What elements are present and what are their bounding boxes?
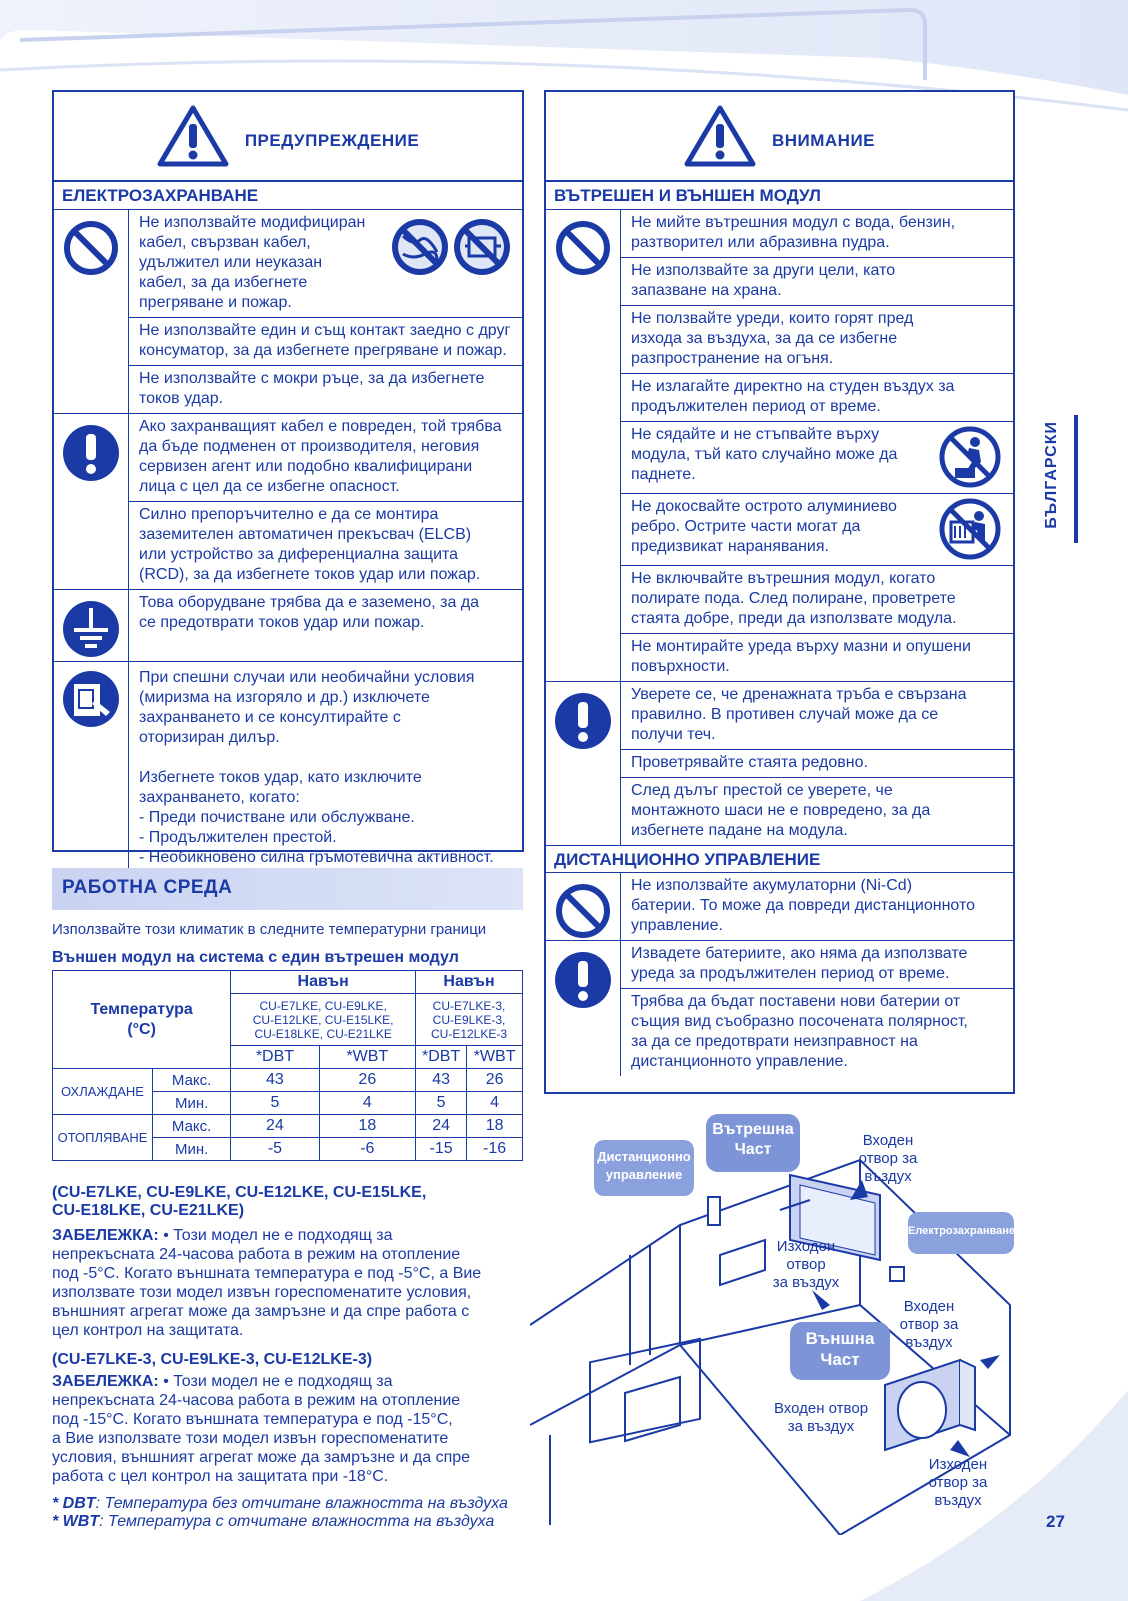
air-inlet-label-1: Входен отвор за въздух <box>858 1132 918 1185</box>
model-list-b: CU-E7LKE-3, CU-E9LKE-3, CU-E12LKE-3 <box>416 994 523 1046</box>
table-cell: -6 <box>319 1138 415 1161</box>
switch-off-icon <box>62 670 120 728</box>
caution-item: Проветрявайте стаята редовно. <box>621 750 1013 778</box>
caution-item: Не мийте вътрешния модул с вода, бензин, разтворител или абразивна пудра. <box>621 210 1013 258</box>
switch-off-icon-cell <box>54 662 129 872</box>
operating-environment-heading: РАБОТНА СРЕДА <box>62 877 233 898</box>
warning-box <box>52 90 524 866</box>
models-note-1: (CU-E7LKE, CU-E9LKE, CU-E12LKE, CU-E15LKE, CU-E18LKE, CU-E21LKE) <box>52 1184 427 1219</box>
remote-group-prohibited <box>546 873 1013 941</box>
power-bubble <box>908 1212 1014 1254</box>
model-list-a: CU-E7LKE, CU-E9LKE, CU-E12LKE, CU-E15LKE, CU-E18LKE, CU-E21LKE <box>231 994 416 1046</box>
table-cell: -16 <box>467 1138 523 1161</box>
note-2-label: ЗАБЕЛЕЖКА: <box>52 1373 159 1390</box>
caution-item: Уверете се, че дренажната тръба е свързана правилно. В противен случай може да се получи теч. <box>621 682 1013 750</box>
note-2-text: • Този модел не е подходящ за непрекъсната 24-часова работа в режим на отопление под -15°C. Когато външната температура е под -15°C, а Вие използвате този модел извън гореспоменатите условия, външният агрегат може да замръзне и да спре работа с цел контрол на защитата при -18°C. <box>52 1373 471 1485</box>
caution-item: Не използвайте за други цели, като запазване на храна. <box>621 258 1013 306</box>
warning-header <box>54 92 522 182</box>
cooling-label: ОХЛАЖДАНЕ <box>53 1069 153 1115</box>
power-label: Електрозахранване <box>908 1225 1016 1237</box>
power-supply-subheading: ЕЛЕКТРОЗАХРАНВАНЕ <box>54 182 522 210</box>
language-tab <box>1033 415 1078 543</box>
indoor-outdoor-subheading: ВЪТРЕШЕН И ВЪНШЕН МОДУЛ <box>546 182 1013 210</box>
mandatory-icon-cell <box>54 414 129 589</box>
caution-triangle-icon <box>684 104 756 168</box>
dbt-header: *DBT <box>231 1046 319 1069</box>
warning-group-ground <box>54 590 522 662</box>
note-1 <box>52 1226 532 1340</box>
max-label: Макс. <box>153 1069 231 1092</box>
caution-item: Не докосвайте острото алуминиево ребро. Острите части могат да предизвикат наранявания. <box>621 494 1013 566</box>
table-cell: -15 <box>416 1138 467 1161</box>
warning-group-mandatory <box>54 414 522 590</box>
no-damaged-cable-icon <box>389 216 513 278</box>
ground-icon-cell <box>54 590 129 661</box>
caution-item: Не използвайте акумулаторни (Ni-Cd) батерии. То може да повреди дистанционното управление. <box>631 876 976 934</box>
table-cell: 5 <box>416 1092 467 1115</box>
table-cell: 18 <box>467 1115 523 1138</box>
table-cell: 4 <box>467 1092 523 1115</box>
warning-item: Не използвайте модифициран кабел, свързван кабел, удължител или неуказан кабел, за да избегнете прегряване и пожар. <box>129 210 522 318</box>
ground-icon <box>62 600 120 658</box>
table-cell: 24 <box>231 1115 319 1138</box>
mandatory-icon <box>554 951 612 1009</box>
temp-label-cell: Температура (°C) <box>53 971 231 1069</box>
caution-item: Не включвайте вътрешния модул, когато полирате пода. След полиране, проветрете стаята добре, преди да използвате модула. <box>621 566 1013 634</box>
note-2 <box>52 1372 532 1486</box>
air-inlet-label-3: Входен отвор за въздух <box>773 1400 869 1435</box>
min-label: Мин. <box>153 1138 231 1161</box>
caution-box <box>544 90 1015 1094</box>
wbt-key: * WBT <box>52 1513 100 1530</box>
min-label: Мин. <box>153 1092 231 1115</box>
env-intro: Използвайте този климатик в следните температурни граници <box>52 921 487 938</box>
warning-item: Ако захранващият кабел е повреден, той трябва да бъде подменен от производителя, неговия сервизен агент или подобно квалифицирани лица с цел да се избегне опасност. <box>129 414 522 502</box>
wbt-footnote <box>52 1512 494 1531</box>
warning-group-switch-off <box>54 662 522 872</box>
wbt-desc: : Температура с отчитане влажността на въздуха <box>99 1513 495 1530</box>
outdoor-unit-drawing <box>885 1360 975 1450</box>
air-outlet-label-2: Изходен отвор за въздух <box>928 1456 988 1509</box>
prohibition-icon-cell <box>54 210 129 413</box>
wbt-header: *WBT <box>467 1046 523 1069</box>
models-note-2: (CU-E7LKE-3, CU-E9LKE-3, CU-E12LKE-3) <box>52 1351 373 1368</box>
caution-item: Не монтирайте уреда върху мазни и опушени повърхности. <box>631 638 971 675</box>
dbt-key: * DBT <box>52 1495 96 1512</box>
warning-item: При спешни случаи или необичайни условия (миризма на изгоряло и др.) изключете захранването и се консултирайте с оторизиран дилър. Избегнете токов удар, като изключите захранването, когато: - Преди почистване или обслужване. - Продължителен престой. - Необикновено силна гръмотевична активност. <box>139 669 494 866</box>
prohibition-icon-cell <box>546 873 621 940</box>
caution-item: Не сядайте и не стъпвайте върху модула, тъй като случайно може да паднете. <box>621 422 1013 494</box>
no-climbing-icon <box>939 426 1001 488</box>
page-number: 27 <box>1046 1512 1065 1531</box>
table-cell: 18 <box>319 1115 415 1138</box>
power-socket-drawing <box>890 1267 904 1281</box>
remote-label: Дистанционно управление <box>597 1149 691 1182</box>
outdoor-unit-label: Външна Част <box>805 1329 875 1369</box>
caution-title: ВНИМАНИЕ <box>771 131 876 150</box>
caution-item: Трябва да бъдат поставени нови батерии от същия вид съобразно посочената полярност, за да се предотврати неизправност на дистанционното управление. <box>631 992 968 1070</box>
warning-item: Не използвайте един и същ контакт заедно с друг консуматор, за да избегнете прегряване и пожар. <box>129 318 522 366</box>
caution-item: Извадете батериите, ако няма да използвате уреда за продължителен период от време. <box>621 941 1013 989</box>
caution-group-mandatory <box>546 682 1013 846</box>
outdoor-header-a: Навън <box>231 971 416 994</box>
prohibition-icon <box>63 220 119 276</box>
mandatory-icon <box>554 692 612 750</box>
remote-bubble <box>594 1140 694 1196</box>
language-tab-label: БЪЛГАРСКИ <box>1043 421 1060 529</box>
remote-control-drawing <box>708 1197 720 1225</box>
dbt-header: *DBT <box>416 1046 467 1069</box>
heating-label: ОТОПЛЯВАНЕ <box>53 1115 153 1161</box>
caution-item: Не ползвайте уреди, които горят пред изхода за въздуха, за да се избегне разпространение на огъня. <box>621 306 1013 374</box>
caution-item: След дълъг престой се уверете, че монтажното шаси не е повредено, за да избегнете падане на модула. <box>631 782 931 839</box>
operating-environment-banner <box>52 868 523 910</box>
mandatory-icon <box>62 424 120 482</box>
table-cell: 24 <box>416 1115 467 1138</box>
mandatory-icon-cell <box>546 941 621 1076</box>
warning-item: Силно препоръчително е да се монтира заземителен автоматичен прекъсвач (ELCB) или устройство за диференциална защита (RCD), за да избегнете токов удар или пожар. <box>139 506 481 583</box>
no-touch-fin-icon <box>939 498 1001 560</box>
outdoor-unit-bubble <box>790 1322 890 1380</box>
air-outlet-label-1: Изходен отвор за въздух <box>772 1238 840 1291</box>
table-cell: 43 <box>231 1069 319 1092</box>
table-cell: 4 <box>319 1092 415 1115</box>
temperature-table <box>52 970 523 1161</box>
dbt-footnote <box>52 1494 508 1513</box>
table-cell: 5 <box>231 1092 319 1115</box>
warning-item: Това оборудване трябва да е заземено, за да се предотврати токов удар или пожар. <box>139 594 480 631</box>
warning-triangle-icon <box>157 104 229 168</box>
caution-header <box>546 92 1013 182</box>
warning-item: Не използвайте с мокри ръце, за да избегнете токов удар. <box>139 370 485 407</box>
caution-group-prohibited <box>546 210 1013 682</box>
note-1-text: • Този модел не е подходящ за непрекъсната 24-часова работа в режим на отопление под -5°C. Когато външната температура е под -5°C, а Вие използвате този модел извън гореспоменатите условия, външният агрегат може да замръзне и да спре работа с цел контрол на защитата. <box>52 1227 482 1339</box>
remote-group-mandatory <box>546 941 1013 1076</box>
table-cell: 26 <box>319 1069 415 1092</box>
env-subheading: Външен модул на система с един вътрешен модул <box>52 949 459 966</box>
max-label: Макс. <box>153 1115 231 1138</box>
remote-control-subheading: ДИСТАНЦИОННО УПРАВЛЕНИЕ <box>546 845 1013 873</box>
dbt-desc: : Температура без отчитане влажността на въздуха <box>95 1495 508 1512</box>
warning-group-prohibited <box>54 210 522 414</box>
indoor-unit-label: Вътрешна Част <box>712 1121 794 1158</box>
prohibition-icon-cell <box>546 210 621 681</box>
warning-title: ПРЕДУПРЕЖДЕНИЕ <box>244 131 420 150</box>
table-cell: 26 <box>467 1069 523 1092</box>
indoor-unit-bubble <box>706 1114 800 1172</box>
mandatory-icon-cell <box>546 682 621 845</box>
air-inlet-label-2: Входен отвор за въздух <box>899 1298 959 1351</box>
prohibition-icon <box>555 220 611 276</box>
table-cell: -5 <box>231 1138 319 1161</box>
prohibition-icon <box>555 883 611 939</box>
wbt-header: *WBT <box>319 1046 415 1069</box>
table-cell: 43 <box>416 1069 467 1092</box>
caution-item: Не излагайте директно на студен въздух за продължителен период от време. <box>621 374 1013 422</box>
outdoor-header-b: Навън <box>416 971 523 994</box>
note-1-label: ЗАБЕЛЕЖКА: <box>52 1227 159 1244</box>
